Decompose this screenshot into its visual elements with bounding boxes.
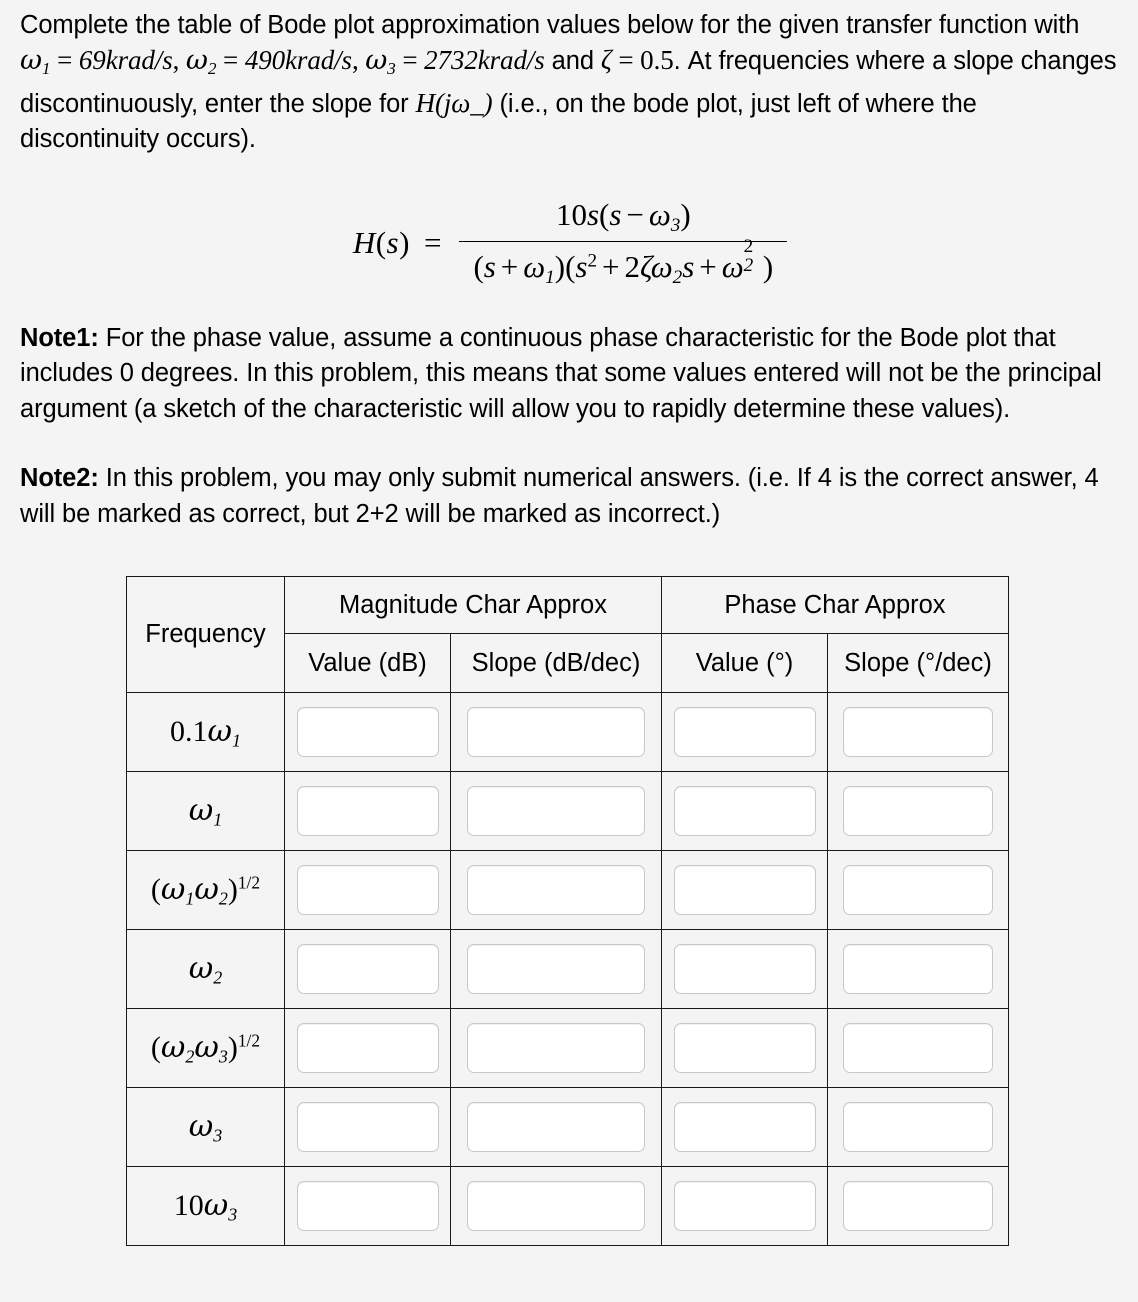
frequency-label-6: $10\omega_3$ — [173, 1187, 238, 1225]
zeta-symbol: ζ — [600, 45, 612, 75]
cell-magnitude-value-6[interactable] — [285, 1167, 451, 1246]
table-row — [127, 930, 1009, 1009]
cell-phase-value-6[interactable] — [662, 1167, 828, 1246]
input-magnitude-slope-6[interactable] — [467, 1181, 645, 1231]
frequency-label-3: $\omega_2$ — [188, 950, 223, 988]
cell-phase-slope-4[interactable] — [828, 1009, 1009, 1088]
input-phase-slope-3[interactable] — [843, 944, 993, 994]
cell-phase-slope-6[interactable] — [828, 1167, 1009, 1246]
input-magnitude-value-2[interactable] — [297, 865, 439, 915]
table-row — [127, 1167, 1009, 1246]
input-magnitude-value-3[interactable] — [297, 944, 439, 994]
cell-phase-value-4[interactable] — [662, 1009, 828, 1088]
input-magnitude-value-6[interactable] — [297, 1181, 439, 1231]
frequency-label-5: $\omega_3$ — [188, 1108, 223, 1146]
table-row — [127, 693, 1009, 772]
cell-magnitude-value-1[interactable] — [285, 772, 451, 851]
table-body — [127, 693, 1009, 1246]
zeta-equals: = — [611, 45, 641, 75]
table-row — [127, 1088, 1009, 1167]
cell-magnitude-slope-4[interactable] — [451, 1009, 662, 1088]
equation-numerator: $10s(s - \omega_3)$ — [555, 197, 691, 236]
cell-phase-slope-3[interactable] — [828, 930, 1009, 1009]
omega3-symbol: $\omega_3$ — [365, 45, 396, 78]
cell-phase-slope-5[interactable] — [828, 1088, 1009, 1167]
input-phase-value-6[interactable] — [674, 1181, 816, 1231]
note1-block — [20, 321, 1120, 428]
h-jomega-minus-math: H(jω_) — [415, 87, 493, 118]
header-magnitude-slope: Slope (dB/dec) — [451, 634, 662, 693]
frequency-label-cell-5 — [127, 1088, 285, 1167]
cell-magnitude-value-4[interactable] — [285, 1009, 451, 1088]
table-row — [127, 772, 1009, 851]
frequency-label-2: $(\omega_1\omega_2)^{1/2}$ — [150, 871, 261, 909]
input-magnitude-value-5[interactable] — [297, 1102, 439, 1152]
omega1-value: 69krad/s — [78, 45, 173, 75]
cell-phase-value-2[interactable] — [662, 851, 828, 930]
input-magnitude-slope-2[interactable] — [467, 865, 645, 915]
comma-1: , — [172, 45, 186, 75]
table-head — [127, 577, 1009, 693]
frequency-label-cell-2 — [127, 851, 285, 930]
equation-fraction — [459, 197, 787, 289]
frequency-label-cell-4 — [127, 1009, 285, 1088]
header-phase-value: Value (°) — [662, 634, 828, 693]
header-magnitude-value: Value (dB) — [285, 634, 451, 693]
frequency-label-cell-0 — [127, 693, 285, 772]
input-phase-slope-5[interactable] — [843, 1102, 993, 1152]
problem-intro-text-1: Complete the table of Bode plot approximation values below for the given transfer function with — [20, 11, 1080, 39]
cell-magnitude-value-5[interactable] — [285, 1088, 451, 1167]
omega2-equals: = — [216, 45, 245, 75]
input-phase-value-4[interactable] — [674, 1023, 816, 1073]
transfer-function-equation — [20, 191, 1120, 295]
frequency-label-4: $(\omega_2\omega_3)^{1/2}$ — [150, 1029, 261, 1067]
table-row — [127, 851, 1009, 930]
note2-text: In this problem, you may only submit numerical answers. (i.e. If 4 is the correct answer, 4 will be marked as correct, but 2+2 will be marked as incorrect.) — [20, 464, 1099, 528]
bode-approximation-table — [126, 576, 1009, 1246]
input-phase-value-5[interactable] — [674, 1102, 816, 1152]
input-phase-value-1[interactable] — [674, 786, 816, 836]
bode-table-container — [20, 576, 1120, 1246]
omega3-value: 2732krad/s — [424, 45, 545, 75]
cell-magnitude-slope-1[interactable] — [451, 772, 662, 851]
input-magnitude-value-1[interactable] — [297, 786, 439, 836]
frequency-label-cell-1 — [127, 772, 285, 851]
cell-phase-value-5[interactable] — [662, 1088, 828, 1167]
cell-magnitude-slope-2[interactable] — [451, 851, 662, 930]
omega3-equals: = — [395, 45, 425, 75]
input-phase-slope-0[interactable] — [843, 707, 993, 757]
input-phase-value-2[interactable] — [674, 865, 816, 915]
input-phase-slope-4[interactable] — [843, 1023, 993, 1073]
cell-magnitude-slope-3[interactable] — [451, 930, 662, 1009]
omega2-value: 490krad/s — [244, 45, 352, 75]
input-magnitude-value-0[interactable] — [297, 707, 439, 757]
note2-block — [20, 461, 1120, 532]
header-phase-slope: Slope (°/dec) — [828, 634, 1009, 693]
frequency-label-0: $0.1\omega_1$ — [170, 713, 241, 751]
header-phase-group: Phase Char Approx — [662, 577, 1009, 634]
equation-equals-sign: = — [423, 224, 442, 260]
input-phase-value-3[interactable] — [674, 944, 816, 994]
input-magnitude-slope-3[interactable] — [467, 944, 645, 994]
frequency-label-cell-6 — [127, 1167, 285, 1246]
cell-magnitude-value-3[interactable] — [285, 930, 451, 1009]
and-text: and — [544, 47, 601, 75]
input-magnitude-value-4[interactable] — [297, 1023, 439, 1073]
equation-left-hand-side: H(s) — [352, 224, 410, 260]
input-magnitude-slope-4[interactable] — [467, 1023, 645, 1073]
input-phase-slope-1[interactable] — [843, 786, 993, 836]
cell-phase-value-1[interactable] — [662, 772, 828, 851]
comma-2: , — [351, 45, 366, 75]
problem-intro-text-3: (i.e., on the bode plot, just left of where the discontinuity occurs). — [20, 89, 977, 153]
note1-text: For the phase value, assume a continuous phase characteristic for the Bode plot that includes 0 degrees. In this problem, this means that some values entered will not be the principal argument (a sketch of the characteristic will allow you to rapidly determine these values). — [20, 323, 1102, 423]
input-phase-value-0[interactable] — [674, 707, 816, 757]
cell-magnitude-slope-6[interactable] — [451, 1167, 662, 1246]
cell-phase-value-3[interactable] — [662, 930, 828, 1009]
cell-phase-slope-1[interactable] — [828, 772, 1009, 851]
note1-label: Note1: — [20, 323, 99, 352]
input-magnitude-slope-0[interactable] — [467, 707, 645, 757]
input-phase-slope-2[interactable] — [843, 865, 993, 915]
cell-magnitude-value-0[interactable] — [285, 693, 451, 772]
cell-magnitude-slope-0[interactable] — [451, 693, 662, 772]
omega2-symbol: $\omega_2$ — [185, 45, 217, 78]
cell-phase-value-0[interactable] — [662, 693, 828, 772]
omega1-symbol: $\omega_1$ — [20, 45, 51, 78]
table-row — [127, 1009, 1009, 1088]
omega1-equals: = — [50, 45, 79, 75]
cell-magnitude-slope-5[interactable] — [451, 1088, 662, 1167]
cell-phase-slope-0[interactable] — [828, 693, 1009, 772]
problem-intro-text-2: . At frequencies where a slope changes discontinuously, enter the slope for — [20, 47, 1117, 118]
header-frequency: Frequency — [127, 577, 285, 693]
zeta-value: 0.5 — [640, 45, 674, 75]
note2-label: Note2: — [20, 464, 99, 493]
cell-phase-slope-2[interactable] — [828, 851, 1009, 930]
frequency-label-1: $\omega_1$ — [188, 792, 223, 830]
input-phase-slope-6[interactable] — [843, 1181, 993, 1231]
table-header-row-groups — [127, 577, 1009, 634]
input-magnitude-slope-1[interactable] — [467, 786, 645, 836]
cell-magnitude-value-2[interactable] — [285, 851, 451, 930]
problem-statement — [20, 8, 1120, 157]
frequency-label-cell-3 — [127, 930, 285, 1009]
input-magnitude-slope-5[interactable] — [467, 1102, 645, 1152]
header-magnitude-group: Magnitude Char Approx — [285, 577, 662, 634]
equation-denominator: $(s + \omega_1)(s^2 + 2\zeta\omega_2s + \omega$ 2 2 ) — [459, 241, 787, 289]
